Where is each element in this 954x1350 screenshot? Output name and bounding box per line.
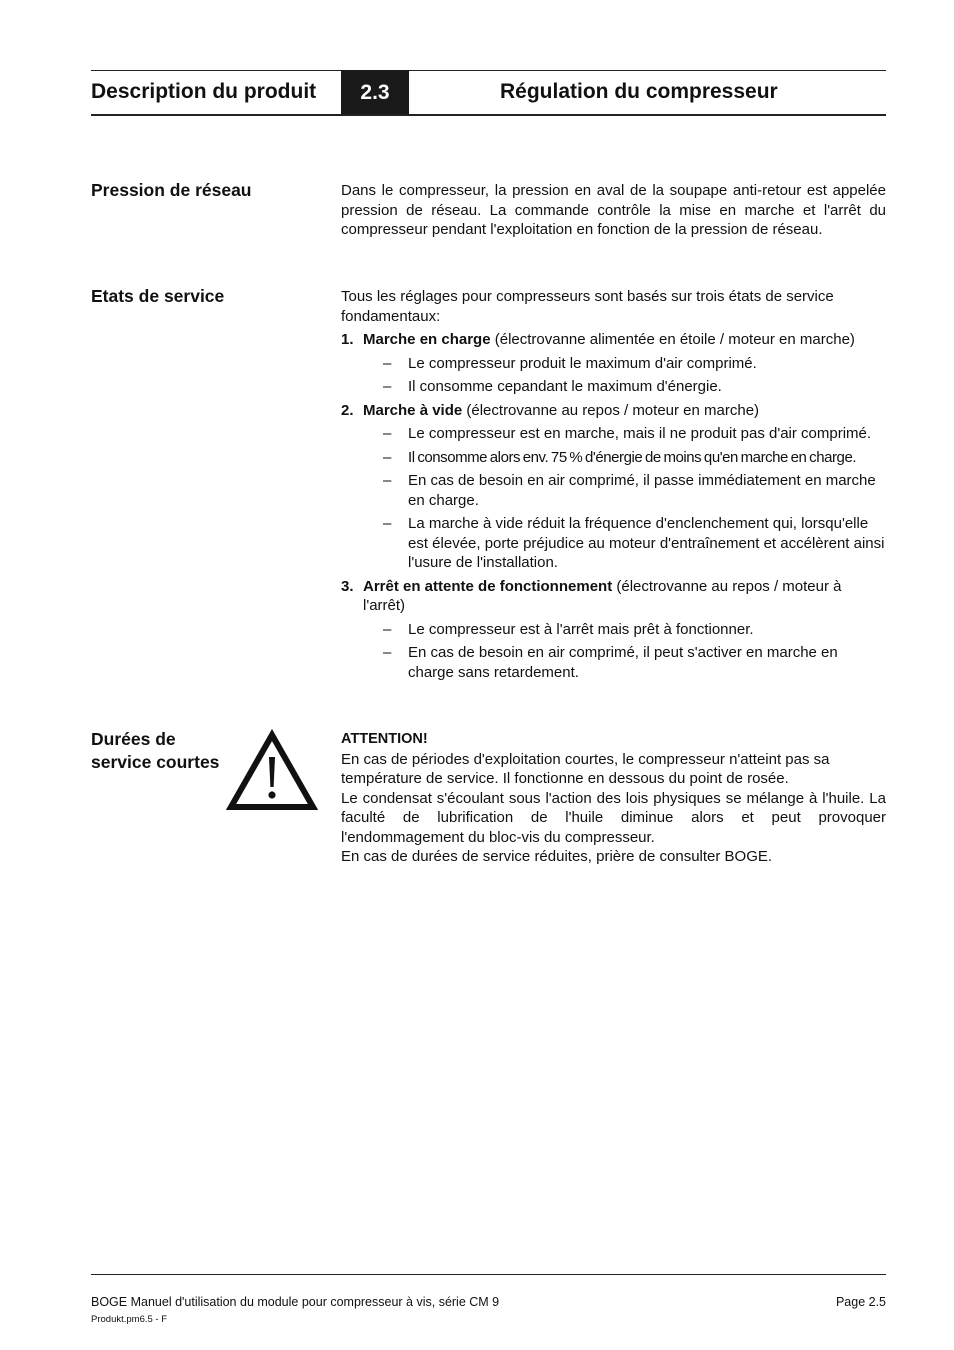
item-title: Marche à vide [363,401,463,419]
bullet-item [363,448,886,468]
bullet-text: Il consomme alors env. 75 % d'énergie de moins qu'en marche en charge. [408,448,857,466]
text-pression-de-reseau [341,181,886,240]
dash-marker: – [383,515,392,532]
bullet-item [363,643,886,682]
bullet-text: La marche à vide réduit la fréquence d'enclenchement qui, lorsqu'elle est élevée, porte préjudice au moteur d'entraînement et accélèrent ainsi l'usure de l'installation. [408,515,885,571]
section-number-badge: 2.3 [341,70,409,115]
paragraph: Dans le compresseur, la pression en aval de la soupape anti-retour est appelée pression de réseau. La commande contrôle la mise en marche et l'arrêt du compresseur pendant l'exploitation en fonction de la pression de réseau. [341,182,886,238]
heading-pression-de-reseau: Pression de réseau [91,180,252,200]
paragraph: Le condensat s'écoulant sous l'action des lois physiques se mélange à l'huile. La faculté de lubrification de l'huile diminue alors et peut provoquer l'endommagement du bloc-vis du compresseur. [341,789,886,846]
dash-marker: – [383,472,392,489]
footer-page-number: Page 2.5 [835,1295,886,1309]
service-states-list [341,330,886,682]
heading-etats-de-service: Etats de service [91,286,225,306]
heading-durees-de-service-courtes [91,728,219,774]
dash-marker: – [383,448,392,466]
warning-triangle-icon [226,729,318,811]
intro-paragraph: Tous les réglages pour compresseurs sont basés sur trois états de service fondamentaux: [341,288,834,325]
item-title: Marche en charge [363,331,491,348]
dash-marker: – [383,644,392,661]
dash-marker: – [383,378,392,395]
item-description: (électrovanne alimentée en étoile / moteur en marche) [490,331,855,348]
bullet-item [363,514,886,573]
bullet-text: Le compresseur est à l'arrêt mais prêt à fonctionner. [408,620,754,638]
bullet-item [363,620,886,640]
item-title: Arrêt en attente de fonctionnement [363,577,613,595]
bullet-text: Le compresseur est en marche, mais il ne produit pas d'air comprimé. [408,425,872,442]
bullet-item [363,424,886,444]
section-title: Description du produit [91,80,317,103]
bullet-item [363,354,886,374]
item-number: 2. [341,401,354,419]
paragraph: En cas de périodes d'exploitation courtes, le compresseur n'atteint pas sa température de service. Il fonctionne en dessous du point de rosée. [341,750,830,787]
bullet-text: En cas de besoin en air comprimé, il passe immédiatement en marche en charge. [408,472,876,509]
item-description: (électrovanne au repos / moteur en marche) [462,401,760,419]
text-etats-de-service [341,287,886,686]
chapter-title: Régulation du compresseur [500,80,778,103]
heading-line: service courtes [91,752,220,772]
bullet-list [363,354,886,397]
bullet-list [363,620,886,683]
bullet-list [363,424,886,573]
dash-marker: – [383,354,392,372]
footer-rule [91,1274,886,1275]
item-description: (électrovanne au repos / moteur à l'arrêt) [363,577,842,614]
bullet-text: Il consomme cepandant le maximum d'énergie. [408,378,722,395]
list-item [341,401,886,573]
text-durees-de-service [341,730,886,867]
dash-marker: – [383,620,392,638]
attention-label: ATTENTION! [341,731,428,747]
footer-file-reference: Produkt.pm6.5 - F [91,1314,168,1325]
footer-manual-title: BOGE Manuel d'utilisation du module pour compresseur à vis, série CM 9 [91,1295,500,1309]
dash-marker: – [383,425,392,442]
item-number: 1. [341,331,354,348]
bullet-text: En cas de besoin en air comprimé, il peut s'activer en marche en charge sans retardement. [408,644,838,681]
bullet-text: Le compresseur produit le maximum d'air comprimé. [408,354,757,372]
bullet-item [363,377,886,397]
paragraph: En cas de durées de service réduites, prière de consulter BOGE. [341,848,773,865]
bullet-item [363,471,886,510]
item-number: 3. [341,577,354,595]
header-bottom-rule [91,114,886,116]
header-top-rule [91,70,886,71]
list-item [341,330,886,397]
heading-line: Durées de [91,729,176,749]
list-item [341,577,886,683]
